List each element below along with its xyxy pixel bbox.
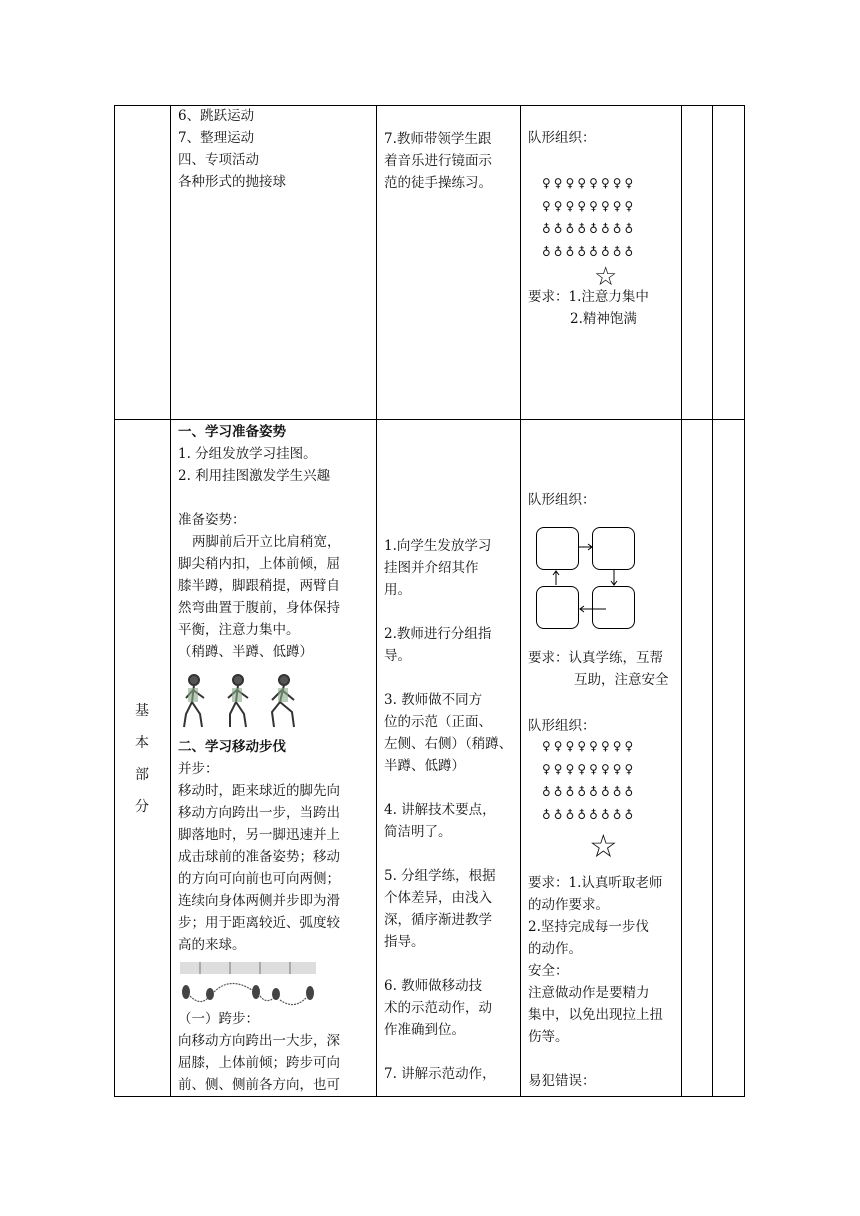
requirement-line: 互助，注意安全 xyxy=(574,672,669,688)
heading: 一、学习准备姿势 xyxy=(178,424,286,440)
content-line: 脚尖稍内扣，上体前倾，屈 xyxy=(178,556,340,572)
teacher-line: 用。 xyxy=(384,582,411,598)
teacher-line: 简洁明了。 xyxy=(384,824,452,840)
section-char: 本 xyxy=(135,735,149,751)
heading: 二、学习移动步伐 xyxy=(178,739,286,755)
formation-row: ♁♁♁♁♁♁♁♁ xyxy=(542,785,637,799)
row2-content-cell xyxy=(178,421,341,663)
rotation-arrows-icon xyxy=(534,525,638,635)
content-line: 移动时，距来球近的脚先向 xyxy=(178,783,340,799)
content-line: 的方向可向前也可向两侧； xyxy=(178,871,340,887)
content-line: 2. 利用挂图激发学生兴趣 xyxy=(178,468,331,484)
formation-row: ♁♁♁♁♁♁♁♁ xyxy=(542,808,637,822)
content-line: 成击球前的准备姿势；移动 xyxy=(178,849,340,865)
teacher-line: 6. 教师做移动技 xyxy=(384,978,483,994)
row2-teacher-cell xyxy=(384,535,512,1085)
teacher-line: 5. 分组学练，根据 xyxy=(384,868,496,884)
teacher-line: 导。 xyxy=(384,648,411,664)
content-line: 脚落地时，另一脚迅速并上 xyxy=(178,827,340,843)
content-line: 高的来球。 xyxy=(178,937,246,953)
lesson-plan-table xyxy=(114,105,745,1097)
row1-content-cell xyxy=(178,105,286,193)
teacher-line: 4. 讲解技术要点， xyxy=(384,802,496,818)
teacher-line: 作准确到位。 xyxy=(384,1022,465,1038)
content-line: 各种形式的抛接球 xyxy=(178,174,286,190)
requirement-line: 易犯错误： xyxy=(528,1073,596,1089)
stance-figures-image xyxy=(180,672,308,730)
content-line: 然弯曲置于腹前，身体保持 xyxy=(178,600,340,616)
teacher-line: 3. 教师做不同方 xyxy=(384,692,483,708)
row2-content-cell-c xyxy=(178,1008,340,1096)
content-line: 1. 分组发放学习挂图。 xyxy=(178,446,317,462)
content-line: （一）跨步： xyxy=(178,1011,259,1027)
section-label xyxy=(114,695,170,823)
requirement-line: 的动作要求。 xyxy=(528,897,609,913)
content-line: 向移动方向跨出一大步，深 xyxy=(178,1033,340,1049)
content-line: 移动方向跨出一步，当跨出 xyxy=(178,805,340,821)
formation-row: ♀♀♀♀♀♀♀♀ xyxy=(542,199,637,213)
content-line: 前、侧、侧前各方向，也可 xyxy=(178,1077,340,1093)
content-line: 两脚前后开立比肩稍宽， xyxy=(192,534,341,550)
section-char: 基 xyxy=(135,703,149,719)
content-line: 连续向身体两侧并步即为滑 xyxy=(178,893,340,909)
row2-org-label-2: 队形组织： xyxy=(528,718,596,734)
formation-row: ♀♀♀♀♀♀♀♀ xyxy=(542,739,637,753)
formation-row: ♀♀♀♀♀♀♀♀ xyxy=(542,176,637,190)
content-line: 四、专项活动 xyxy=(178,152,259,168)
formation-row: ♁♁♁♁♁♁♁♁ xyxy=(542,245,637,259)
content-line: 6、跳跃运动 xyxy=(178,108,255,124)
content-line: （稍蹲、半蹲、低蹲） xyxy=(178,644,313,660)
row1-requirement xyxy=(528,286,649,330)
content-line: 步；用于距离较近、弧度较 xyxy=(178,915,340,931)
teacher-line: 7.教师带领学生跟 xyxy=(384,131,492,147)
teacher-line: 着音乐进行镜面示 xyxy=(384,153,492,169)
teacher-line: 术的示范动作，动 xyxy=(384,1000,492,1016)
teacher-star-icon: ☆ xyxy=(589,827,618,865)
teacher-line: 2.教师进行分组指 xyxy=(384,626,492,642)
content-line: 7、整理运动 xyxy=(178,130,255,146)
row2-content-cell-b xyxy=(178,736,340,956)
requirement-line: 2.精神饱满 xyxy=(570,311,637,327)
teacher-line: 位的示范（正面、 xyxy=(384,714,492,730)
teacher-line: 1.向学生发放学习 xyxy=(384,538,492,554)
requirement-line: 集中，以免出现拉上扭 xyxy=(528,1007,663,1023)
content-line: 准备姿势： xyxy=(178,512,246,528)
requirement-line: 伤等。 xyxy=(528,1029,569,1045)
footstep-diagram-image xyxy=(180,962,316,1008)
formation-figures xyxy=(542,735,636,827)
teacher-star-icon: ☆ xyxy=(594,262,618,292)
content-line: 并步： xyxy=(178,761,219,777)
row2-org-label-1: 队形组织： xyxy=(528,492,596,508)
section-char: 部 xyxy=(135,767,149,783)
requirement-line: 要求：1.认真听取老师 xyxy=(528,875,663,891)
row2-requirement-a xyxy=(528,647,669,691)
row2-requirement-b xyxy=(528,872,663,1092)
requirement-line: 的动作。 xyxy=(528,941,582,957)
teacher-line: 挂图并介绍其作 xyxy=(384,560,479,576)
teacher-line: 范的徒手操练习。 xyxy=(384,175,492,191)
row1-org-label: 队形组织： xyxy=(528,130,596,146)
content-line: 屈膝，上体前倾；跨步可向 xyxy=(178,1055,340,1071)
row1-teacher-cell xyxy=(384,128,492,194)
teacher-line: 半蹲、低蹲） xyxy=(384,758,465,774)
teacher-line: 7. 讲解示范动作， xyxy=(384,1066,496,1082)
requirement-line: 要求：1.注意力集中 xyxy=(528,289,649,305)
teacher-line: 深，循序渐进教学 xyxy=(384,912,492,928)
content-line: 膝半蹲，脚跟稍提，两臂自 xyxy=(178,578,340,594)
requirement-line: 2.坚持完成每一步伐 xyxy=(528,919,649,935)
requirement-line: 要求：认真学练，互帮 xyxy=(528,650,663,666)
teacher-line: 指导。 xyxy=(384,934,425,950)
requirement-line: 注意做动作是要精力 xyxy=(528,985,650,1001)
teacher-line: 个体差异，由浅入 xyxy=(384,890,492,906)
formation-row: ♀♀♀♀♀♀♀♀ xyxy=(542,762,637,776)
formation-figures xyxy=(542,172,636,264)
section-char: 分 xyxy=(135,799,149,815)
formation-row: ♁♁♁♁♁♁♁♁ xyxy=(542,222,637,236)
teacher-line: 左侧、右侧）（稍蹲、 xyxy=(384,736,513,752)
requirement-line: 安全： xyxy=(528,963,569,979)
content-line: 平衡，注意力集中。 xyxy=(178,622,300,638)
